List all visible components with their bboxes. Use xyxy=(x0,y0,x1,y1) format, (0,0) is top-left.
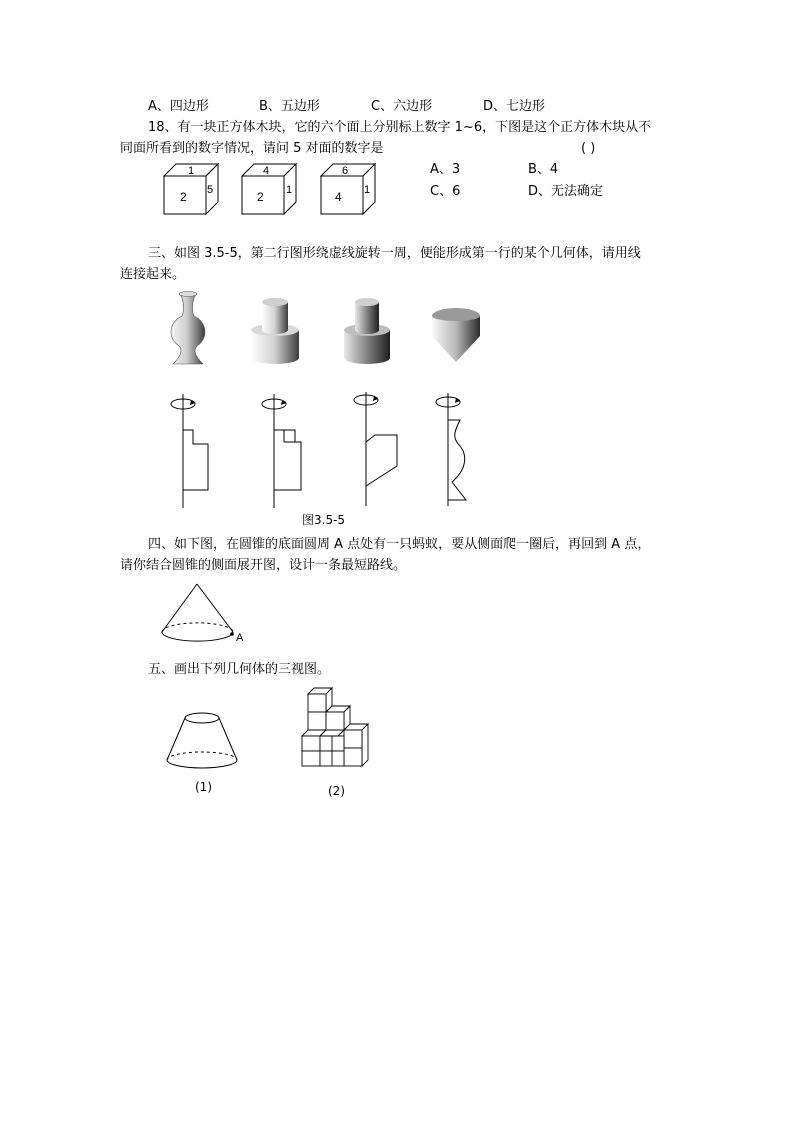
cube-3-right: 1 xyxy=(364,184,371,196)
solid-cone-cylinder xyxy=(428,300,488,380)
profile-4 xyxy=(430,390,490,515)
profile-3 xyxy=(343,390,403,515)
q17-option-a: A、四边形 xyxy=(148,99,209,114)
cone-figure xyxy=(158,580,258,660)
cube-3 xyxy=(319,162,379,217)
section5-title: 五、画出下列几何体的三视图。 xyxy=(148,662,331,677)
solid-stepped-cylinder-2 xyxy=(340,292,400,372)
cube-stack-figure xyxy=(298,686,378,776)
cube-2-top: 4 xyxy=(263,165,270,177)
q18-line1: 18、有一块正方体木块，它的六个面上分别标上数字 1~6，下图是这个正方体木块从不 xyxy=(148,120,652,135)
section3-line1: 三、如图 3.5-5，第二行图形绕虚线旋转一周，便能形成第一行的某个几何体，请用线 xyxy=(148,246,641,261)
cube-2-right: 1 xyxy=(286,184,293,196)
section3-line2: 连接起来。 xyxy=(120,267,186,282)
q18-option-d: D、无法确定 xyxy=(528,184,604,199)
q17-option-d: D、七边形 xyxy=(483,99,546,114)
cone-point-a: A xyxy=(236,632,244,644)
section4-line1: 四、如下图，在圆锥的底面圆周 A 点处有一只蚂蚁，要从侧面爬一圈后，再回到 A 点， xyxy=(148,537,651,552)
figure-label-1: (1) xyxy=(195,780,212,794)
q18-option-a: A、3 xyxy=(430,162,461,177)
solid-stepped-cylinder-1 xyxy=(248,292,308,372)
q18-option-b: B、4 xyxy=(528,162,559,177)
q18-option-c: C、6 xyxy=(430,184,461,199)
q18-line2: 同面所看到的数字情况，请问 5 对面的数字是 xyxy=(120,141,384,156)
cube-1-top: 1 xyxy=(188,165,195,177)
q17-option-c: C、六边形 xyxy=(371,99,433,114)
q18-answer-paren: ( ) xyxy=(581,141,596,156)
q17-option-b: B、五边形 xyxy=(259,99,320,114)
cube-1-right: 5 xyxy=(207,184,214,196)
cube-1 xyxy=(162,162,222,217)
cube-3-front: 4 xyxy=(335,190,342,204)
section4-line2: 请你结合圆锥的侧面展开图，设计一条最短路线。 xyxy=(120,558,407,573)
cube-3-top: 6 xyxy=(342,165,349,177)
profile-1 xyxy=(160,390,220,515)
solid-vase xyxy=(163,290,213,370)
figure-label-2: (2) xyxy=(328,784,345,798)
cube-1-front: 2 xyxy=(180,190,187,204)
profile-2 xyxy=(255,390,315,515)
cube-2 xyxy=(240,162,300,217)
figure-caption: 图3.5-5 xyxy=(302,513,346,527)
frustum-figure xyxy=(162,708,252,778)
cube-2-front: 2 xyxy=(257,190,264,204)
